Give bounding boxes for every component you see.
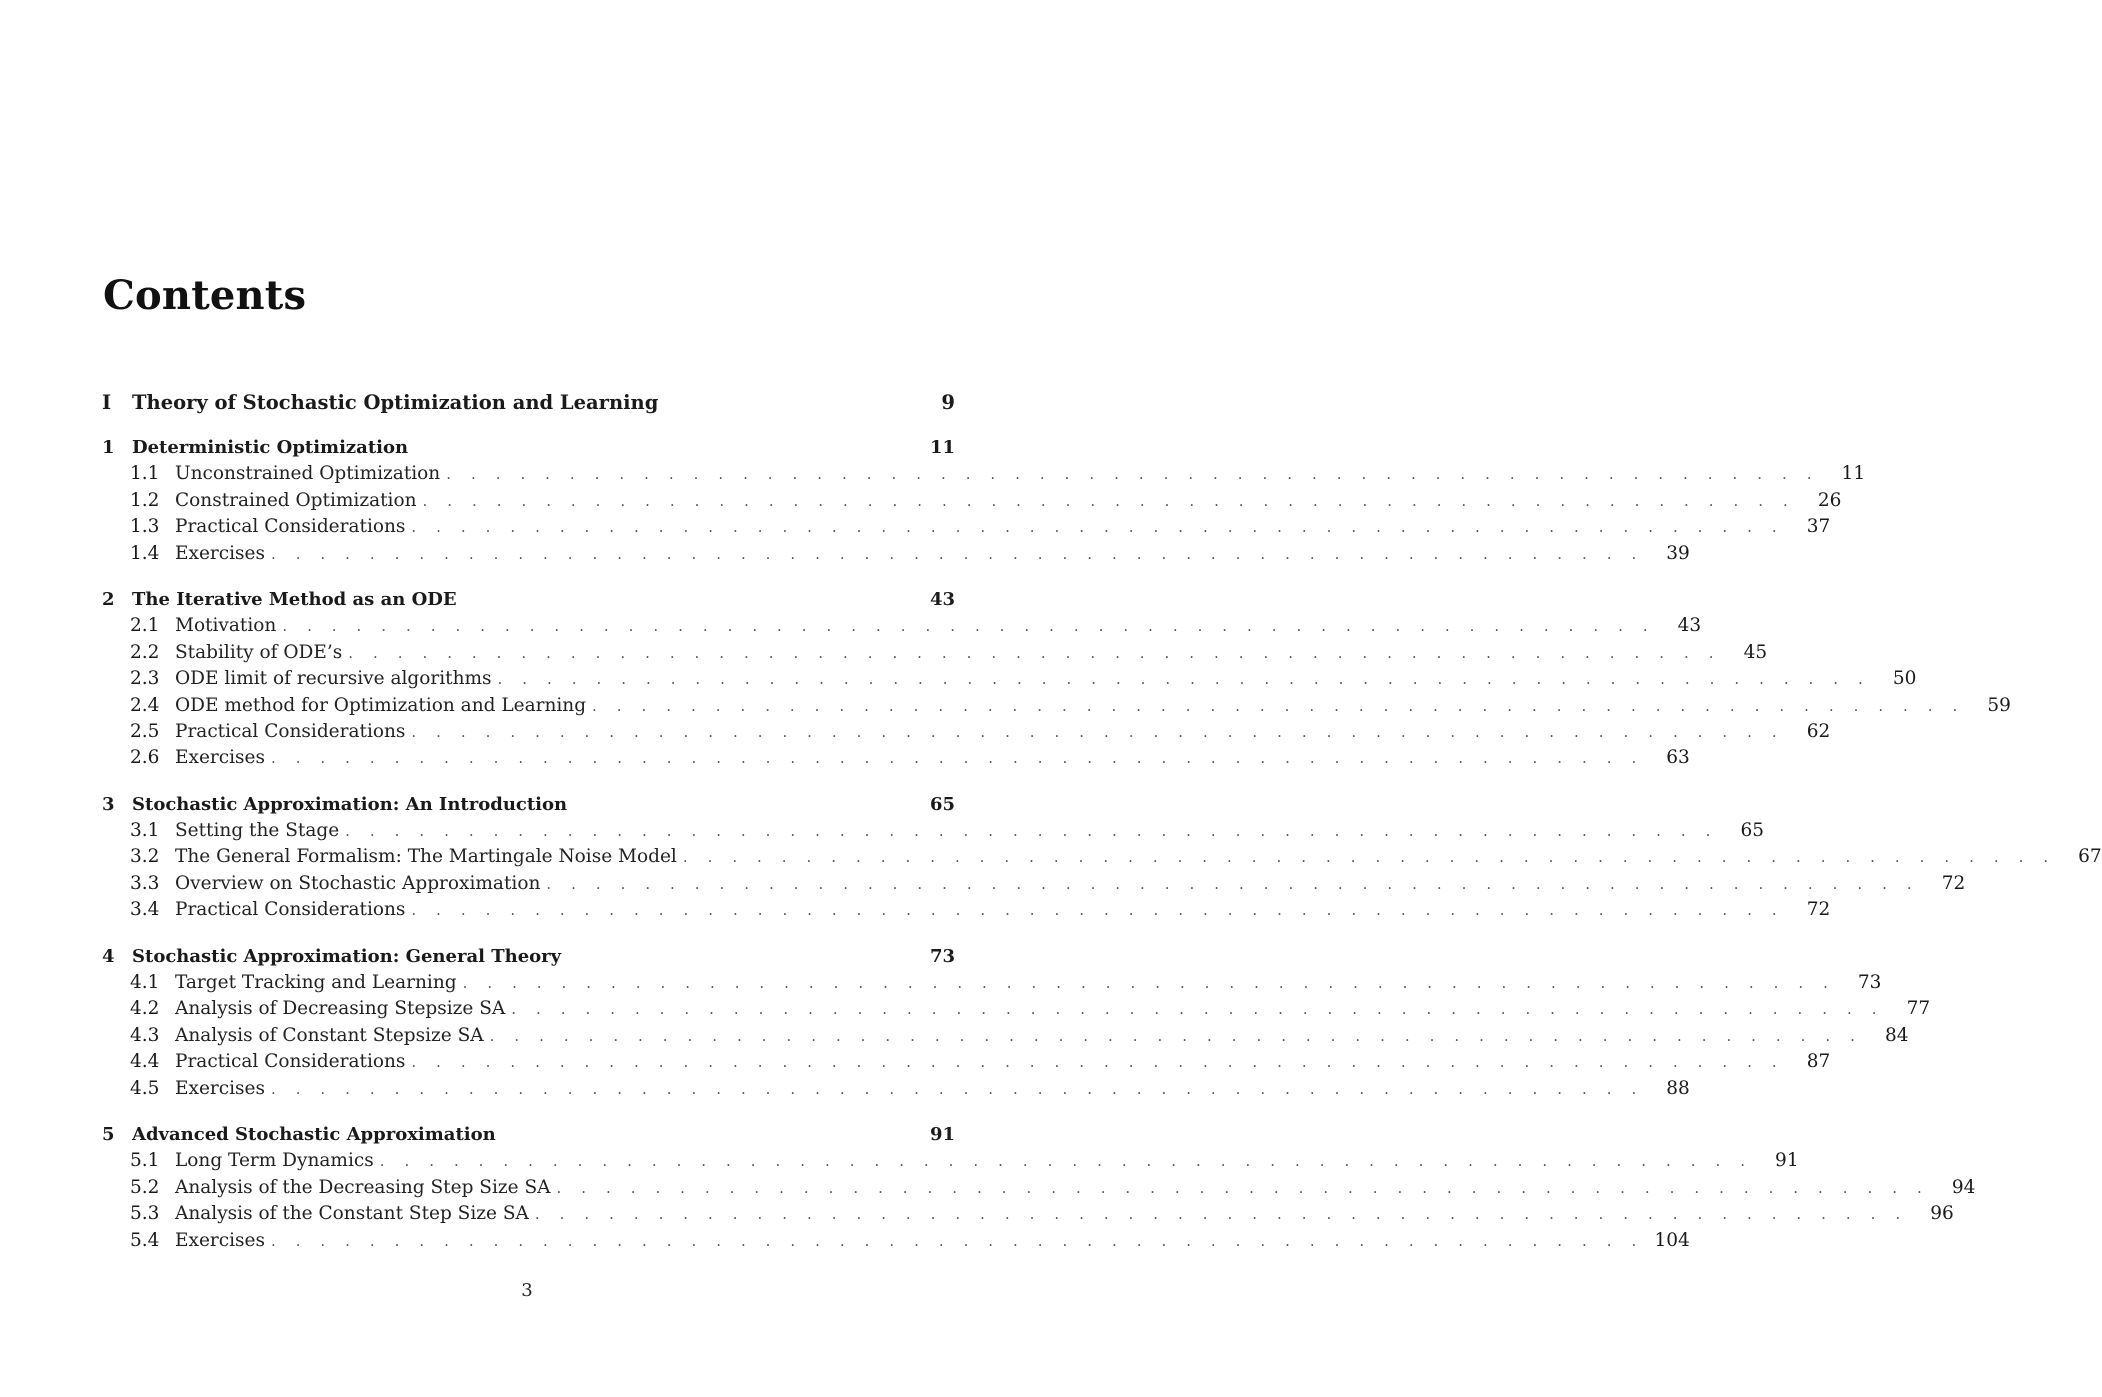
dot-leader: . . . . . . . . . . . . . . . . . . . . . . . . . . . . . . . . . . . . . . . . . . . . . . . . . . . . . . . .	[270, 1231, 1644, 1250]
toc-chapter-entry[interactable]	[100, 435, 955, 461]
section-page: 72	[1806, 899, 1831, 921]
dot-leader: . . . . . . . . . . . . . . . . . . . . . . . . . . . . . . . . . . . . . . . . . . . . . . . . . . . . . . . .	[546, 874, 1920, 893]
section-number: 2.2	[130, 641, 160, 663]
dot-leader: . . . . . . . . . . . . . . . . . . . . . . . . . . . . . . . . . . . . . . . . . . . . . . . . . . . . . . . .	[270, 1079, 1644, 1098]
dot-leader: . . . . . . . . . . . . . . . . . . . . . . . . . . . . . . . . . . . . . . . . . . . . . . . . . . . . . . . .	[422, 491, 1796, 510]
section-title: Analysis of the Constant Step Size SA	[175, 1203, 529, 1225]
section-number: 2.6	[130, 747, 160, 769]
section-page: 37	[1806, 516, 1831, 538]
section-page: 45	[1743, 641, 1768, 663]
section-title: Motivation	[175, 615, 277, 637]
section-title: Analysis of the Decreasing Step Size SA	[175, 1176, 551, 1198]
section-page: 63	[1666, 747, 1690, 769]
dot-leader: . . . . . . . . . . . . . . . . . . . . . . . . . . . . . . . . . . . . . . . . . . . . . . . . . . . . . . . .	[411, 901, 1785, 920]
section-page: 84	[1884, 1024, 1909, 1046]
dot-leader: . . . . . . . . . . . . . . . . . . . . . . . . . . . . . . . . . . . . . . . . . . . . . . . . . . . . . . . .	[270, 544, 1644, 563]
section-title: Exercises	[175, 1077, 265, 1099]
section-number: 5.4	[130, 1229, 160, 1251]
section-number: 1.1	[130, 463, 160, 485]
toc-section-entry[interactable]	[100, 1148, 1799, 1174]
section-title: Practical Considerations	[175, 899, 406, 921]
part-number: I	[102, 391, 112, 414]
section-page: 11	[1841, 463, 1866, 485]
section-title: Practical Considerations	[175, 516, 406, 538]
dot-leader: . . . . . . . . . . . . . . . . . . . . . . . . . . . . . . . . . . . . . . . . . . . . . . . . . . . . . . . .	[411, 722, 1785, 741]
dot-leader: . . . . . . . . . . . . . . . . . . . . . . . . . . . . . . . . . . . . . . . . . . . . . . . . . . . . . . . .	[489, 1026, 1863, 1045]
section-number: 4.3	[130, 1024, 160, 1046]
section-title: Overview on Stochastic Approximation	[175, 872, 541, 894]
dot-leader: . . . . . . . . . . . . . . . . . . . . . . . . . . . . . . . . . . . . . . . . . . . . . . . . . . . . . . . .	[534, 1205, 1908, 1224]
chapter-title: Stochastic Approximation: An Introduction	[132, 793, 568, 815]
section-title: Stability of ODE’s	[175, 641, 343, 663]
toc-section-entry[interactable]	[100, 1049, 1831, 1075]
section-title: The General Formalism: The Martingale Noise Model	[175, 846, 677, 868]
chapter-title: The Iterative Method as an ODE	[132, 588, 457, 610]
toc-chapter-entry[interactable]	[100, 944, 955, 970]
chapter-title: Deterministic Optimization	[132, 437, 409, 458]
toc-section-entry[interactable]	[100, 1201, 1954, 1227]
section-number: 3.3	[130, 872, 160, 894]
section-page: 65	[1740, 820, 1765, 842]
toc-section-entry[interactable]	[100, 640, 1768, 666]
page-number: 3	[521, 1280, 533, 1301]
toc-section-entry[interactable]	[100, 996, 1931, 1022]
dot-leader: . . . . . . . . . . . . . . . . . . . . . . . . . . . . . . . . . . . . . . . . . . . . . . . . . . . . . . . .	[282, 617, 1656, 636]
section-page: 62	[1806, 720, 1831, 742]
dot-leader: . . . . . . . . . . . . . . . . . . . . . . . . . . . . . . . . . . . . . . . . . . . . . . . . . . . . . . . .	[556, 1178, 1930, 1197]
section-page: 77	[1906, 998, 1931, 1020]
toc-section-entry[interactable]	[100, 970, 1882, 996]
table-of-contents	[100, 388, 2102, 1254]
toc-section-entry[interactable]	[100, 1175, 1976, 1201]
toc-part-entry[interactable]	[100, 388, 955, 418]
dot-leader: . . . . . . . . . . . . . . . . . . . . . . . . . . . . . . . . . . . . . . . . . . . . . . . . . . . . . . . .	[345, 822, 1719, 841]
chapter-number: 1	[102, 437, 115, 458]
chapter-title: Advanced Stochastic Approximation	[132, 1123, 496, 1145]
toc-section-entry[interactable]	[100, 1023, 1909, 1049]
chapter-list	[100, 435, 2102, 1254]
chapter-page: 91	[929, 1123, 955, 1145]
toc-section-entry[interactable]	[100, 745, 1690, 771]
section-page: 43	[1677, 615, 1702, 637]
toc-section-entry[interactable]	[100, 1228, 1690, 1254]
section-title: Constrained Optimization	[175, 489, 417, 511]
section-number: 2.3	[130, 668, 160, 690]
section-page: 73	[1857, 972, 1882, 994]
section-number: 1.4	[130, 542, 160, 564]
toc-section-entry[interactable]	[100, 844, 2102, 870]
section-title: Unconstrained Optimization	[175, 463, 441, 485]
section-number: 4.1	[130, 972, 160, 994]
toc-section-entry[interactable]	[100, 488, 1842, 514]
section-number: 1.2	[130, 489, 160, 511]
chapter-number: 3	[102, 793, 115, 815]
toc-section-entry[interactable]	[100, 871, 1966, 897]
section-number: 4.4	[130, 1051, 160, 1073]
section-number: 5.2	[130, 1176, 160, 1198]
section-number: 3.2	[130, 846, 160, 868]
section-title: Practical Considerations	[175, 1051, 406, 1073]
section-title: ODE limit of recursive algorithms	[175, 668, 492, 690]
section-number: 4.5	[130, 1077, 160, 1099]
section-number: 5.1	[130, 1150, 160, 1172]
chapter-page: 43	[929, 588, 955, 610]
dot-leader: . . . . . . . . . . . . . . . . . . . . . . . . . . . . . . . . . . . . . . . . . . . . . . . . . . . . . . . .	[592, 696, 1965, 715]
chapter-number: 5	[102, 1123, 115, 1145]
toc-section-entry[interactable]	[100, 541, 1690, 567]
dot-leader: . . . . . . . . . . . . . . . . . . . . . . . . . . . . . . . . . . . . . . . . . . . . . . . . . . . . . . . .	[446, 465, 1820, 484]
dot-leader: . . . . . . . . . . . . . . . . . . . . . . . . . . . . . . . . . . . . . . . . . . . . . . . . . . . . . . . .	[379, 1152, 1753, 1171]
section-number: 5.3	[130, 1203, 160, 1225]
section-title: Long Term Dynamics	[175, 1150, 374, 1172]
chapter-title: Stochastic Approximation: General Theory	[132, 945, 562, 967]
section-number: 2.4	[130, 694, 160, 716]
dot-leader: . . . . . . . . . . . . . . . . . . . . . . . . . . . . . . . . . . . . . . . . . . . . . . . . . . . . . . . .	[411, 1053, 1785, 1072]
section-page: 59	[1987, 694, 2011, 716]
toc-section-entry[interactable]	[100, 818, 1765, 844]
section-title: Analysis of Decreasing Stepsize SA	[175, 998, 506, 1020]
toc-chapter-entry[interactable]	[100, 792, 955, 818]
section-page: 39	[1666, 542, 1690, 564]
chapter-number: 4	[102, 945, 115, 967]
toc-section-entry[interactable]	[100, 514, 1831, 540]
dot-leader: . . . . . . . . . . . . . . . . . . . . . . . . . . . . . . . . . . . . . . . . . . . . . . . . . . . . . . . .	[462, 974, 1836, 993]
section-number: 4.2	[130, 998, 160, 1020]
section-number: 3.1	[130, 820, 160, 842]
toc-chapter-entry[interactable]	[100, 587, 955, 613]
toc-section-entry[interactable]	[100, 1076, 1690, 1102]
section-number: 2.1	[130, 615, 160, 637]
dot-leader: . . . . . . . . . . . . . . . . . . . . . . . . . . . . . . . . . . . . . . . . . . . . . . . . . . . . . . . .	[682, 848, 2056, 867]
section-page: 96	[1930, 1203, 1954, 1225]
dot-leader: . . . . . . . . . . . . . . . . . . . . . . . . . . . . . . . . . . . . . . . . . . . . . . . . . . . . . . . .	[497, 670, 1871, 689]
section-page: 91	[1775, 1150, 1799, 1172]
part-title: Theory of Stochastic Optimization and Learning	[132, 391, 659, 414]
chapter-number: 2	[102, 588, 115, 610]
section-title: ODE method for Optimization and Learning	[175, 694, 587, 716]
toc-section-entry[interactable]	[100, 666, 1917, 692]
section-page: 72	[1941, 872, 1966, 894]
dot-leader: . . . . . . . . . . . . . . . . . . . . . . . . . . . . . . . . . . . . . . . . . . . . . . . . . . . . . . . .	[348, 643, 1722, 662]
section-title: Exercises	[175, 747, 265, 769]
section-title: Analysis of Constant Stepsize SA	[175, 1024, 484, 1046]
toc-section-entry[interactable]	[100, 461, 1866, 487]
toc-section-entry[interactable]	[100, 613, 1702, 639]
section-title: Exercises	[175, 542, 265, 564]
toc-section-entry[interactable]	[100, 719, 1831, 745]
section-page: 26	[1817, 489, 1842, 511]
toc-section-entry[interactable]	[100, 897, 1831, 923]
dot-leader: . . . . . . . . . . . . . . . . . . . . . . . . . . . . . . . . . . . . . . . . . . . . . . . . . . . . . . . .	[411, 518, 1785, 537]
dot-leader: . . . . . . . . . . . . . . . . . . . . . . . . . . . . . . . . . . . . . . . . . . . . . . . . . . . . . . . .	[511, 1000, 1885, 1019]
toc-chapter-entry[interactable]	[100, 1122, 955, 1148]
section-page: 94	[1951, 1176, 1976, 1198]
section-page: 88	[1666, 1077, 1690, 1099]
chapter-page: 65	[929, 793, 955, 815]
chapter-page: 73	[929, 945, 955, 967]
section-page: 50	[1892, 668, 1917, 690]
chapter-page: 11	[929, 437, 955, 458]
section-title: Setting the Stage	[175, 820, 340, 842]
section-number: 3.4	[130, 899, 160, 921]
dot-leader: . . . . . . . . . . . . . . . . . . . . . . . . . . . . . . . . . . . . . . . . . . . . . . . . . . . . . . . .	[270, 749, 1644, 768]
section-title: Practical Considerations	[175, 720, 406, 742]
section-page: 87	[1806, 1051, 1831, 1073]
section-number: 1.3	[130, 516, 160, 538]
part-page: 9	[941, 391, 955, 414]
section-page: 67	[2078, 846, 2102, 868]
section-title: Target Tracking and Learning	[175, 972, 457, 994]
toc-section-entry[interactable]	[100, 693, 2011, 719]
section-page: 104	[1654, 1229, 1690, 1251]
section-number: 2.5	[130, 720, 160, 742]
page-title: Contents	[103, 272, 307, 319]
section-title: Exercises	[175, 1229, 265, 1251]
